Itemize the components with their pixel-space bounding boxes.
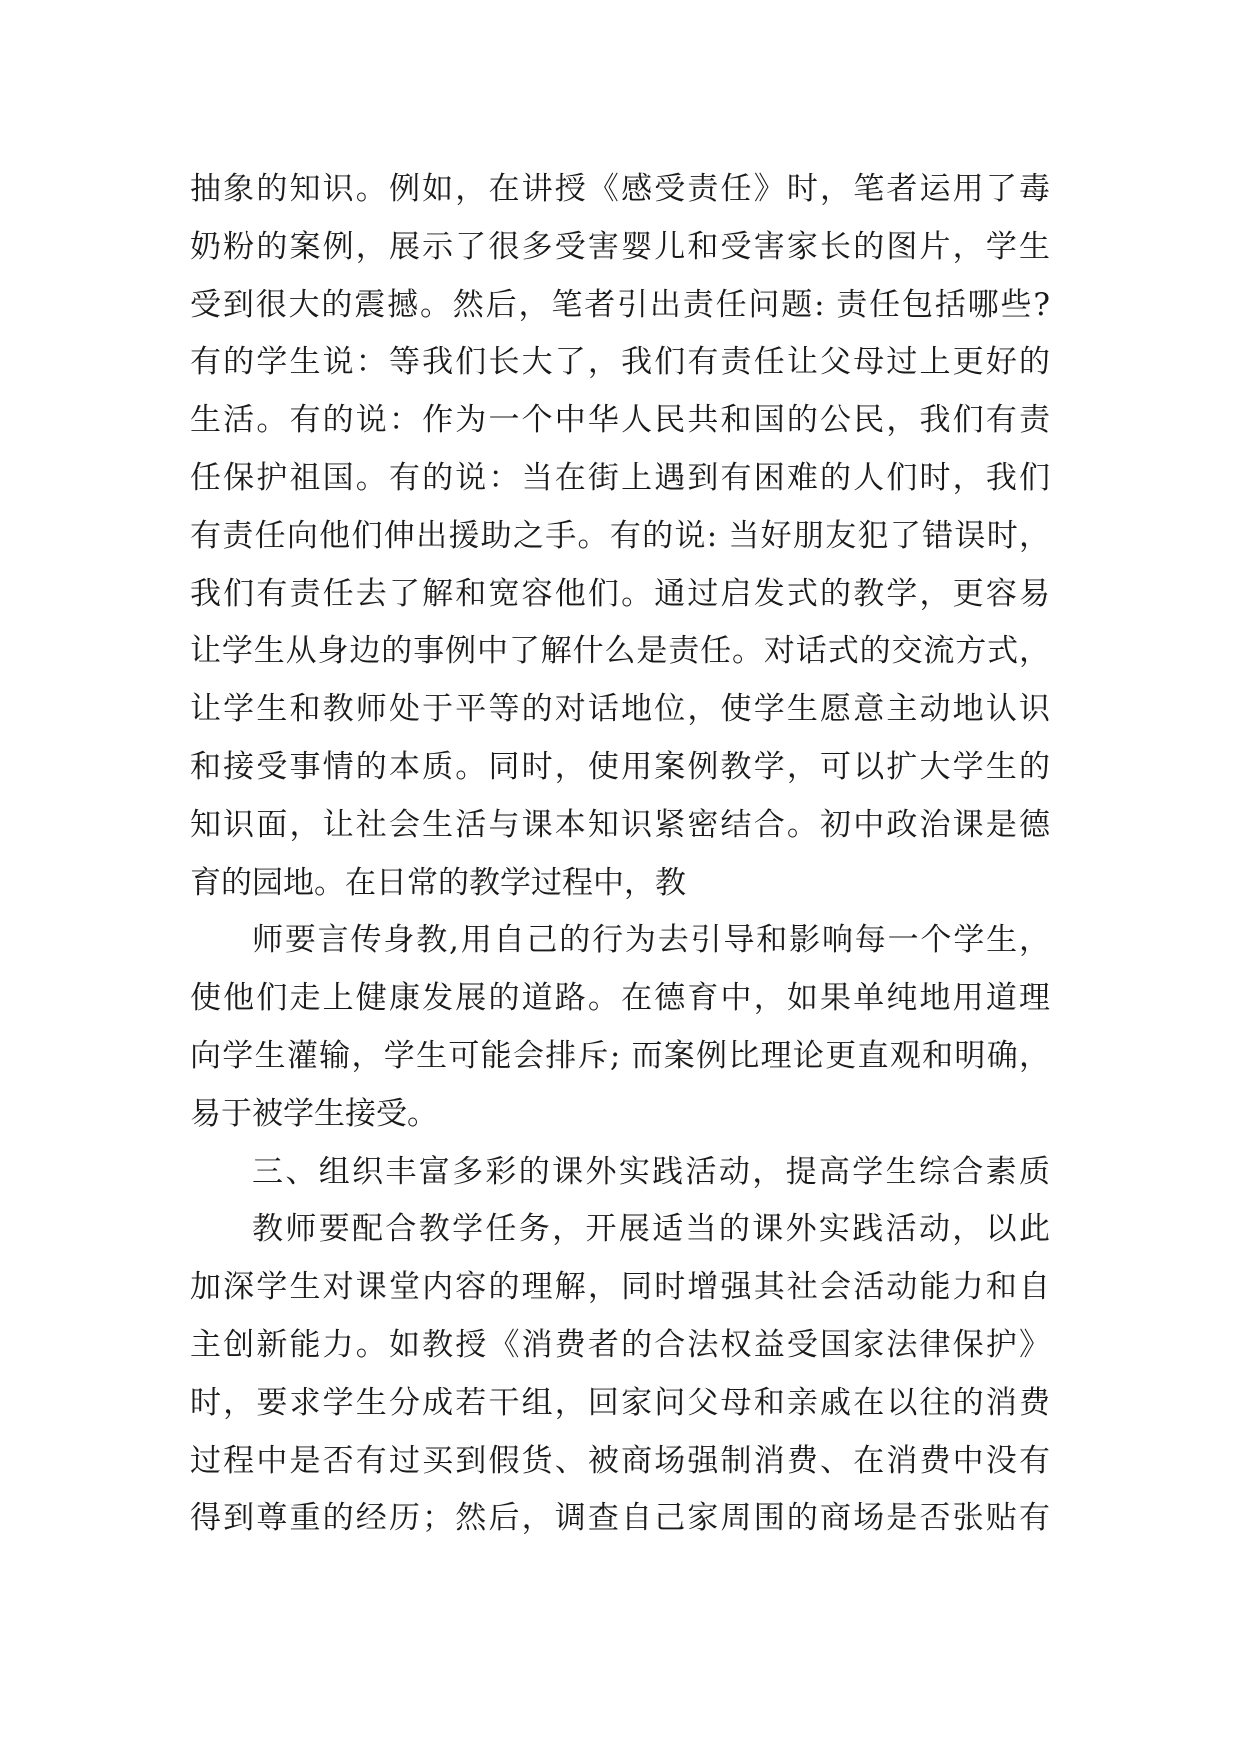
- text-line: 让学生从身边的事例中了解什么是责任。对话式的交流方式，: [190, 633, 1050, 670]
- text-line: 加深学生对课堂内容的理解，同时增强其社会活动能力和自: [190, 1269, 1050, 1306]
- text-line: 教师要配合教学任务，开展适当的课外实践活动，以此: [252, 1211, 1050, 1248]
- text-line: 任保护祖国。有的说：当在街上遇到有困难的人们时，我们: [190, 459, 1050, 496]
- section-heading: 三、组织丰富多彩的课外实践活动，提高学生综合素质: [252, 1153, 1050, 1190]
- text-line: 师要言传身教,用自己的行为去引导和影响每一个学生，: [252, 922, 1050, 959]
- text-line: 受到很大的震撼。然后，笔者引出责任问题: 责任包括哪些?: [190, 286, 1050, 323]
- text-line: 得到尊重的经历；然后，调查自己家周围的商场是否张贴有: [190, 1500, 1050, 1537]
- text-line: 生活。有的说：作为一个中华人民共和国的公民，我们有责: [190, 402, 1050, 439]
- text-line: 向学生灌输，学生可能会排斥; 而案例比理论更直观和明确，: [190, 1037, 1050, 1074]
- text-line: 过程中是否有过买到假货、被商场强制消费、在消费中没有: [190, 1442, 1050, 1479]
- text-line: 和接受事情的本质。同时，使用案例教学，可以扩大学生的: [190, 748, 1050, 785]
- text-line: 主创新能力。如教授《消费者的合法权益受国家法律保护》: [190, 1326, 1050, 1363]
- text-line: 易于被学生接受。: [190, 1095, 438, 1132]
- text-line: 育的园地。在日常的教学过程中，教: [190, 864, 686, 901]
- text-line: 抽象的知识。例如，在讲授《感受责任》时，笔者运用了毒: [190, 171, 1050, 207]
- text-line: 使他们走上健康发展的道路。在德育中，如果单纯地用道理: [190, 980, 1050, 1017]
- text-line: 让学生和教师处于平等的对话地位，使学生愿意主动地认识: [190, 691, 1050, 728]
- text-line: 有的学生说：等我们长大了，我们有责任让父母过上更好的: [190, 344, 1050, 381]
- text-line: 时，要求学生分成若干组，回家问父母和亲戚在以往的消费: [190, 1384, 1050, 1421]
- text-line: 奶粉的案例，展示了很多受害婴儿和受害家长的图片，学生: [190, 228, 1050, 265]
- text-line: 我们有责任去了解和宽容他们。通过启发式的教学，更容易: [190, 575, 1050, 612]
- body-text: [190, 161, 1050, 1548]
- text-line: 有责任向他们伸出援助之手。有的说: 当好朋友犯了错误时，: [190, 517, 1050, 554]
- text-line: 知识面，让社会生活与课本知识紧密结合。初中政治课是德: [190, 806, 1050, 843]
